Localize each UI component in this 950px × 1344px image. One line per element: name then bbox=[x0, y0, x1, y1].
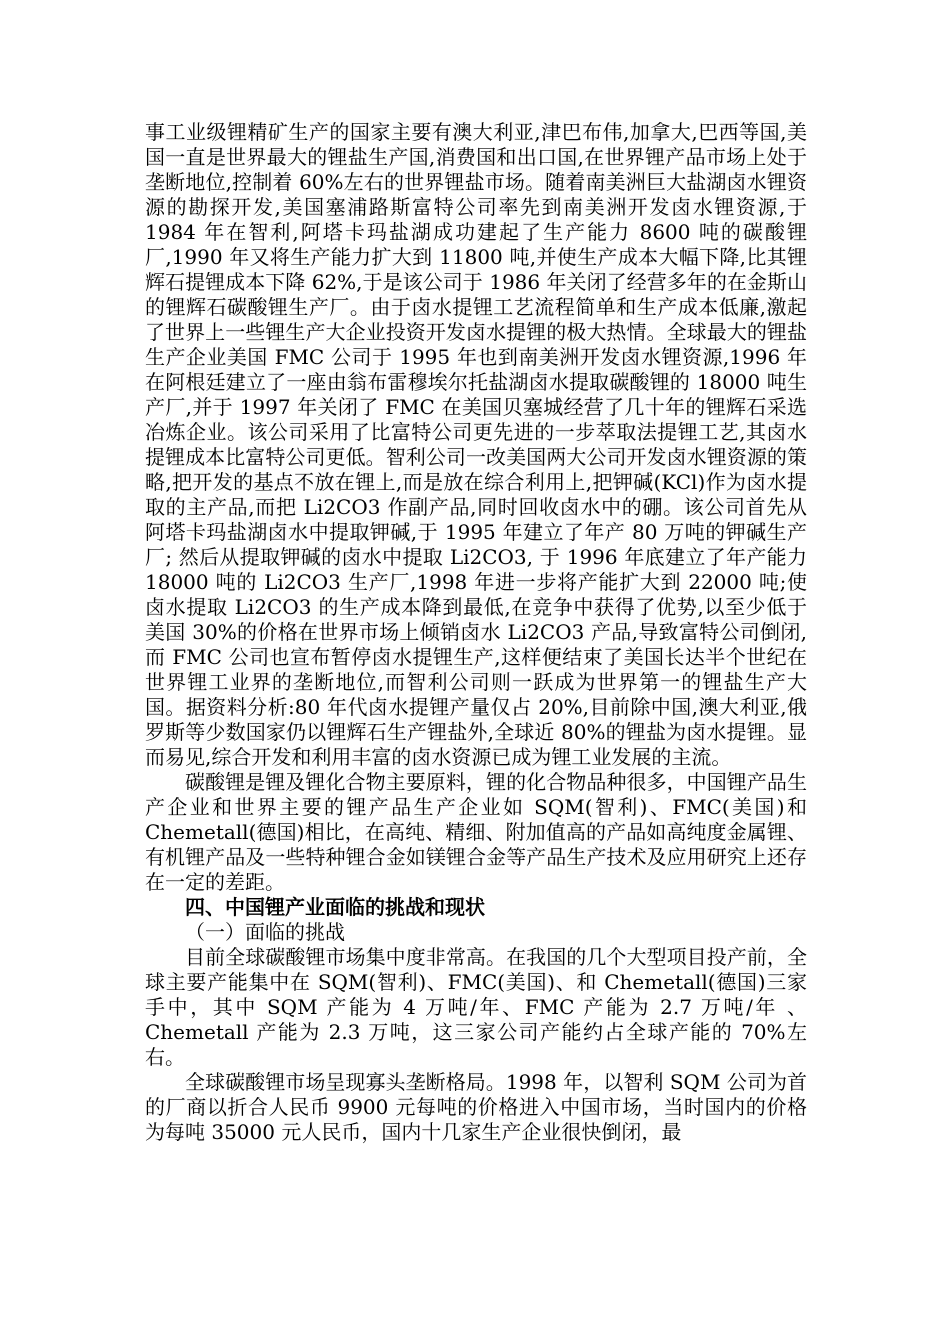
paragraph-lithium-carbonate-comparison: 碳酸锂是锂及锂化合物主要原料，锂的化合物品种很多，中国锂产品生产企业和世界主要的锂产品生产企业如 SQM(智利)、FMC(美国)和 Chemetall(德国)相比，在高纯、精细、附加值高的产品如高纯度金属锂、有机锂产品及一些特种锂合金如镁锂合金等产品生产技术及应用研究上还存在一定的差距。 bbox=[145, 770, 807, 894]
paragraph-lithium-industry-history: 事工业级锂精矿生产的国家主要有澳大利亚,津巴布伟,加拿大,巴西等国,美国一直是世界最大的锂盐生产国,消费国和出口国,在世界锂产品市场上处于垄断地位,控制着 60%左右的世界锂盐市场。随着南美洲巨大盐湖卤水锂资源的勘探开发,美国塞浦路斯富特公司率先到南美洲开发卤水锂资源,于 1984 年在智利,阿塔卡玛盐湖成功建起了生产能力 8600 吨的碳酸锂厂,1990 年又将生产能力扩大到 11800 吨,并使生产成本大幅下降,比其锂辉石提锂成本下降 62%,于是该公司于 1986 年关闭了经营多年的在金斯山的锂辉石碳酸锂生产厂。由于卤水提锂工艺流程简单和生产成本低廉,激起了世界上一些锂生产大企业投资开发卤水提锂的极大热情。全球最大的锂盐生产企业美国 FMC 公司于 1995 年也到南美洲开发卤水锂资源,1996 年在阿根廷建立了一座由翁布雷穆埃尔托盐湖卤水提取碳酸锂的 18000 吨生产厂,并于 1997 年关闭了 FMC 在美国贝塞城经营了几十年的锂辉石采选冶炼企业。该公司采用了比富特公司更先进的一步萃取法提锂工艺,其卤水提锂成本比富特公司更低。智利公司一改美国两大公司开发卤水锂资源的策略,把开发的基点不放在锂上,而是放在综合利用上,把钾碱(KCl)作为卤水提取的主产品,而把 Li2CO3 作副产品,同时回收卤水中的硼。该公司首先从阿塔卡玛盐湖卤水中提取钾碱,于 1995 年建立了年产 80 万吨的钾碱生产厂; 然后从提取钾碱的卤水中提取 Li2CO3, 于 1996 年底建立了年产能力 18000 吨的 Li2CO3 生产厂,1998 年进一步将产能扩大到 22000 吨;使卤水提取 Li2CO3 的生产成本降到最低,在竞争中获得了优势,以至少低于美国 30%的价格在世界市场上倾销卤水 Li2CO3 产品,导致富特公司倒闭,而 FMC 公司也宣布暂停卤水提锂生产,这样便结束了美国长达半个世纪在世界锂工业界的垄断地位,而智利公司则一跃成为世界第一的锂盐生产大国。据资料分析:80 年代卤水提锂产量仅占 20%,目前除中国,澳大利亚,俄罗斯等少数国家仍以锂辉石生产锂盐外,全球近 80%的锂盐为卤水提锂。显而易见,综合开发和利用丰富的卤水资源已成为锂工业发展的主流。 bbox=[145, 120, 807, 769]
section-heading: 四、中国锂产业面临的挑战和现状 bbox=[185, 895, 485, 919]
document-body bbox=[145, 120, 807, 1145]
subsection-heading: （一）面临的挑战 bbox=[185, 920, 345, 944]
paragraph-oligopoly-market: 全球碳酸锂市场呈现寡头垄断格局。1998 年，以智利 SQM 公司为首的厂商以折合人民币 9900 元每吨的价格进入中国市场，当时国内的价格为每吨 35000 元人民币，国内十几家生产企业很快倒闭，最 bbox=[145, 1070, 807, 1144]
paragraph-market-concentration: 目前全球碳酸锂市场集中度非常高。在我国的几个大型项目投产前，全球主要产能集中在 SQM(智利)、FMC(美国)、和 Chemetall(德国)三家手中，其中 SQM 产能为 4 万吨/年、FMC 产能为 2.7 万吨/年 、Chemetall 产能为 2.3 万吨，这三家公司产能约占全球产能的 70%左右。 bbox=[145, 945, 807, 1069]
